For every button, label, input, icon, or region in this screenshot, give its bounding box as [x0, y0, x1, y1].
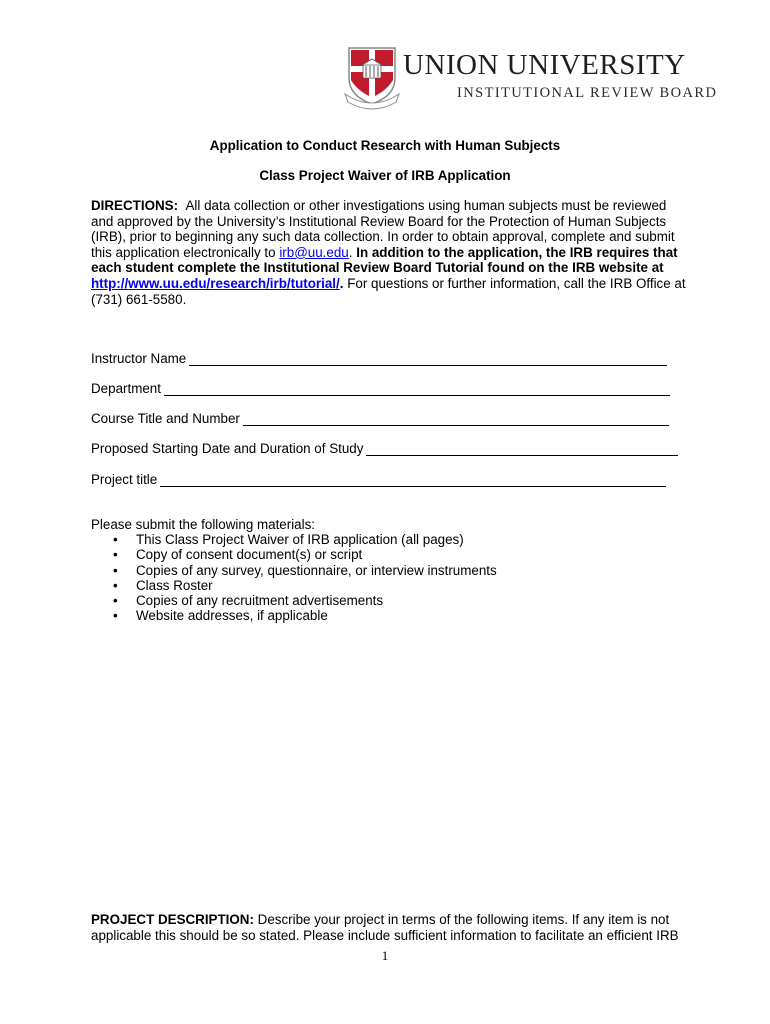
bullet-icon: • [113, 532, 118, 547]
bullet-icon: • [113, 562, 118, 578]
start-date-duration-label: Proposed Starting Date and Duration of Study [91, 441, 364, 456]
bullet-icon: • [113, 577, 118, 593]
irb-tutorial-link[interactable]: http://www.uu.edu/research/irb/tutorial/ [91, 275, 340, 291]
course-title-field[interactable] [91, 408, 669, 426]
project-title-line[interactable] [160, 473, 666, 487]
course-title-line[interactable] [243, 412, 669, 426]
instructor-name-label: Instructor Name [91, 351, 187, 366]
university-logo [343, 44, 718, 110]
start-date-duration-line[interactable] [366, 442, 678, 456]
irb-email-link[interactable]: irb@uu.edu [279, 244, 349, 260]
tutorial-requirement: In addition to the application, the IRB requires that each student complete the Institutional Review Board Tutorial found on the IRB website at [91, 244, 678, 276]
department-line[interactable] [164, 382, 670, 396]
project-description-paragraph [91, 912, 691, 943]
project-description-heading: PROJECT DESCRIPTION: [91, 912, 254, 927]
material-item-text: Class Roster [136, 577, 213, 593]
tutorial-period: . [339, 275, 344, 291]
list-item [91, 547, 497, 562]
project-title-label: Project title [91, 472, 158, 487]
bullet-icon: • [113, 547, 118, 563]
directions-heading: DIRECTIONS: [91, 198, 179, 213]
directions-text: All data collection or other investigations using human subjects must be reviewed and approved by the University’s Institutional Review Board for the Protection of Human Subjects (IRB), prior to beginning any such data collection. In order to obtain approval, complete and submit this application electronically to [91, 198, 675, 260]
contact-info: For questions or further information, call the IRB Office at (731) 661-5580. [91, 275, 686, 307]
page-number: 1 [381, 948, 389, 963]
board-name: INSTITUTIONAL REVIEW BOARD [457, 85, 718, 101]
university-name: UNION UNIVERSITY [403, 49, 686, 81]
material-item-text: Copies of any survey, questionnaire, or interview instruments [136, 562, 497, 578]
project-description-text: Describe your project in terms of the following items. If any item is not applicable this should be so stated. Please include sufficient information to facilitate an efficient IRB [91, 912, 679, 943]
list-item [91, 563, 497, 578]
list-item [91, 578, 497, 593]
department-label: Department [91, 381, 161, 396]
material-item-text: Copy of consent document(s) or script [136, 547, 363, 563]
bullet-icon: • [113, 608, 118, 624]
materials-list [91, 532, 497, 624]
material-item-text: Copies of any recruitment advertisements [136, 593, 384, 609]
materials-intro: Please submit the following materials: [91, 517, 316, 532]
material-item-text: Website addresses, if applicable [136, 608, 328, 624]
document-title: Application to Conduct Research with Human Subjects [209, 138, 561, 153]
material-item-text: This Class Project Waiver of IRB application (all pages) [136, 532, 464, 547]
instructor-name-line[interactable] [189, 352, 667, 366]
course-title-label: Course Title and Number [91, 411, 240, 426]
list-item [91, 532, 497, 547]
start-date-duration-field[interactable] [91, 438, 678, 456]
department-field[interactable] [91, 378, 670, 396]
union-shield-icon [343, 44, 401, 110]
directions-period: . [348, 244, 353, 260]
document-subtitle: Class Project Waiver of IRB Application [259, 168, 511, 183]
list-item [91, 593, 497, 608]
bullet-icon: • [113, 593, 118, 609]
project-title-field[interactable] [91, 469, 666, 487]
instructor-name-field[interactable] [91, 348, 667, 366]
list-item [91, 608, 497, 623]
directions-paragraph [91, 198, 691, 307]
